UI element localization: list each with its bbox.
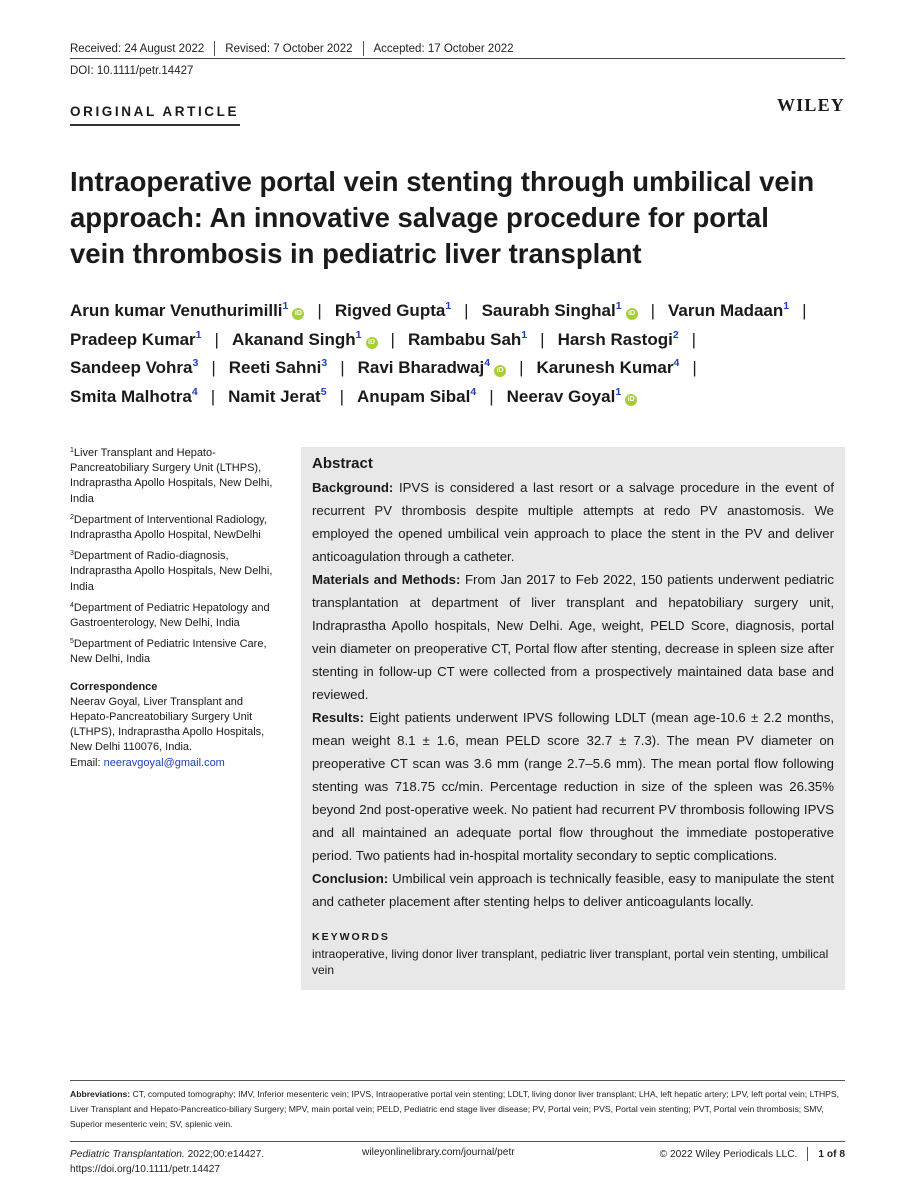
author-name[interactable]: Reeti Sahni$^3$: [228, 357, 328, 377]
journal-name: Pediatric Transplantation.: [70, 1149, 185, 1160]
author-separator: |: [211, 358, 216, 377]
keywords-heading: KEYWORDS: [312, 931, 390, 943]
affiliation-marker[interactable]: 1: [615, 385, 622, 398]
author-separator: |: [489, 386, 494, 406]
journal-website[interactable]: wileyonlinelibrary.com/journal/petr: [362, 1147, 515, 1158]
orcid-icon[interactable]: iD: [366, 337, 378, 349]
correspondence-email: Email: neeravgoyal@gmail.com: [70, 756, 225, 769]
affiliation-item: $^4$Department of Pediatric Hepatology and Gastroenterology, New Delhi, India: [70, 601, 270, 630]
affiliation-marker[interactable]: 1: [282, 300, 289, 312]
affiliation-item: $^2$Department of Interventional Radiology, Indraprastha Apollo Hospital, NewDelhi: [70, 513, 267, 542]
correspondence-heading: Correspondence: [70, 680, 158, 693]
affiliation-marker[interactable]: 1: [783, 300, 790, 312]
divider: [807, 1147, 808, 1161]
orcid-icon[interactable]: iD: [494, 365, 506, 377]
affiliation-item: $^5$Department of Pediatric Intensive Care, New Delhi, India: [70, 638, 267, 666]
affiliation-marker[interactable]: 4: [470, 385, 477, 398]
affiliation-marker[interactable]: 4: [484, 357, 491, 369]
affiliation-marker[interactable]: 1: [355, 328, 362, 341]
author-separator: |: [214, 329, 219, 349]
author-name[interactable]: Karunesh Kumar$^4$: [536, 357, 680, 377]
affiliation-marker[interactable]: 2: [672, 328, 679, 341]
author-name[interactable]: Pradeep Kumar$^1$: [70, 328, 202, 349]
author-list: [70, 297, 845, 411]
doi: DOI: 10.1111/petr.14427: [70, 65, 194, 77]
author-separator: |: [540, 329, 545, 349]
author-name[interactable]: Rigved Gupta$^1$: [334, 300, 452, 320]
received-date: Received: 24 August 2022: [70, 42, 205, 55]
author-separator: |: [464, 301, 469, 320]
orcid-icon[interactable]: iD: [292, 308, 304, 320]
article-type: ORIGINAL ARTICLE: [70, 104, 240, 119]
affiliation-marker[interactable]: 1: [195, 328, 202, 341]
affiliation-marker[interactable]: 3: [192, 357, 199, 369]
author-name[interactable]: Harsh Rastogi$^2$: [557, 328, 679, 349]
abbreviations: Abbreviations: CT, computed tomography; IMV, Inferior mesenteric vein; IPVS, Intraoperative portal vein stenting; LDLT, living donor liver transplant; LHA, left hepatic artery; LPV, left portal vein; LTHPS, Liver Transplant and Hepato-Pancreatico-biliary Surgery; MPV, main portal vein; PELD, Pediatric end stage liver disease; PV, Portal vein; PVS, Portal vein stenting; PVT, Portal vein thrombosis; SMV, Superior mesenteric vein; SV, splenic vein.: [70, 1089, 840, 1129]
affiliation-marker[interactable]: 1: [615, 300, 622, 312]
author-name[interactable]: Namit Jerat$^5$: [228, 385, 327, 406]
affiliation-item: $^1$Liver Transplant and Hepato-Pancreatobiliary Surgery Unit (LTHPS), Indraprastha Apollo Hospitals, New Delhi, India: [70, 447, 273, 505]
abstract-section: Materials and Methods: From Jan 2017 to Feb 2022, 150 patients underwent pediatric transplantation at department of liver transplant and hepatobiliary surgery unit, Indraprastha Apollo hospitals, New Delhi. Age, weight, PELD Score, diagnosis, portal vein diameter on preoperative CT, Portal flow after stenting, decrease in spleen size after stenting in follow-up CT were collected from a prospectively maintained data base and reviewed.: [312, 572, 834, 702]
author-name[interactable]: Anupam Sibal$^4$: [357, 385, 477, 406]
footer-rule: [70, 1141, 845, 1142]
author-separator: |: [317, 301, 322, 320]
affiliation-marker[interactable]: 1: [445, 300, 452, 312]
author-name[interactable]: Akanand Singh$^1$iD: [232, 330, 378, 349]
copyright: © 2022 Wiley Periodicals LLC.: [659, 1148, 798, 1160]
author-separator: |: [340, 358, 345, 377]
article-dates: [70, 41, 514, 56]
abstract-section: Results: Eight patients underwent IPVS following LDLT (mean age-10.6 ± 2.2 months, mean weight 8.1 ± 1.6, mean PELD score 32.7 ± 7.3). The mean PV diameter on preoperative CT scan was 3.6 mm (range 2.7–5.6 mm). The mean portal flow following stenting was 718.75 cc/min. Percentage reduction in size of the spleen was 26.35% beyond 2nd post-operative week. No patient had recurrent PV thrombosis following IPVS and all maintained an adequate portal flow throughout the immediate postoperative period. Two patients had in-hospital mortality secondary to septic complications.: [312, 710, 834, 863]
page-number: 1 of 8: [818, 1148, 845, 1160]
affiliation-marker[interactable]: 5: [320, 385, 327, 398]
accepted-date: Accepted: 17 October 2022: [373, 42, 514, 55]
affiliation-marker[interactable]: 1: [521, 328, 528, 341]
abbreviations-rule: [70, 1080, 845, 1081]
revised-date: Revised: 7 October 2022: [225, 42, 353, 55]
author-separator: |: [692, 358, 697, 377]
publisher-logo: WILEY: [776, 95, 845, 115]
author-name[interactable]: Saurabh Singhal$^1$iD: [482, 301, 638, 320]
abstract-section: Conclusion: Umbilical vein approach is technically feasible, easy to manipulate the stent and catheter placement after stenting helps to deliver anticoagulants locally.: [312, 871, 834, 909]
author-separator: |: [339, 386, 344, 406]
abstract-box: [301, 447, 845, 990]
affiliation-marker[interactable]: 4: [673, 357, 680, 369]
author-name[interactable]: Smita Malhotra$^4$: [70, 385, 198, 406]
abstract-section: Background: IPVS is considered a last resort or a salvage procedure in the event of recurrent PV thrombosis despite multiple attempts at redo PV anastomosis. We employed the opened umbilical vein approach to place the stent in the PV and deliver anticoagulation through a catheter.: [312, 480, 834, 564]
affiliations: [70, 446, 285, 771]
author-separator: |: [210, 386, 216, 406]
orcid-icon[interactable]: iD: [625, 394, 637, 406]
header-rule: [70, 58, 845, 59]
author-name[interactable]: Varun Madaan$^1$: [668, 300, 790, 320]
author-name[interactable]: Rambabu Sah$^1$: [407, 328, 528, 349]
affiliation-marker[interactable]: 4: [191, 385, 198, 398]
author-name[interactable]: Neerav Goyal$^1$iD: [507, 387, 638, 406]
article-title: Intraoperative portal vein stenting through umbilical vein approach: An innovative salvage procedure for portal vein thrombosis in pediatric liver transplant: [70, 166, 815, 269]
author-separator: |: [390, 329, 395, 349]
author-name[interactable]: Sandeep Vohra$^3$: [70, 357, 199, 377]
correspondence-address: Neerav Goyal, Liver Transplant and Hepato-Pancreatobiliary Surgery Unit (LTHPS), Indraprastha Apollo Hospitals, New Delhi 110076, India.: [70, 695, 265, 754]
keywords: intraoperative, living donor liver transplant, pediatric liver transplant, portal vein stenting, umbilical vein: [312, 947, 829, 977]
author-separator: |: [519, 358, 524, 377]
doi-link[interactable]: https://doi.org/10.1111/petr.14427: [70, 1164, 221, 1175]
divider: [214, 41, 215, 56]
affiliation-marker[interactable]: 3: [321, 357, 328, 369]
divider: [363, 41, 364, 56]
author-separator: |: [691, 329, 697, 349]
author-separator: |: [650, 301, 655, 320]
abstract-heading: Abstract: [312, 455, 373, 472]
affiliation-item: $^3$Department of Radio-diagnosis, Indraprastha Apollo Hospitals, New Delhi, India: [70, 550, 273, 593]
orcid-icon[interactable]: iD: [626, 308, 638, 320]
author-name[interactable]: Ravi Bharadwaj$^4$iD: [358, 358, 506, 377]
author-separator: |: [802, 301, 807, 320]
footer-right: [660, 1147, 845, 1161]
footer-citation: Pediatric Transplantation. 2022;00:e14427. https://doi.org/10.1111/petr.14427: [70, 1149, 265, 1175]
author-name[interactable]: Arun kumar Venuthurimilli$^1$iD: [70, 301, 304, 320]
email-link[interactable]: neeravgoyal@gmail.com: [103, 756, 225, 769]
article-type-underline: [70, 124, 240, 126]
